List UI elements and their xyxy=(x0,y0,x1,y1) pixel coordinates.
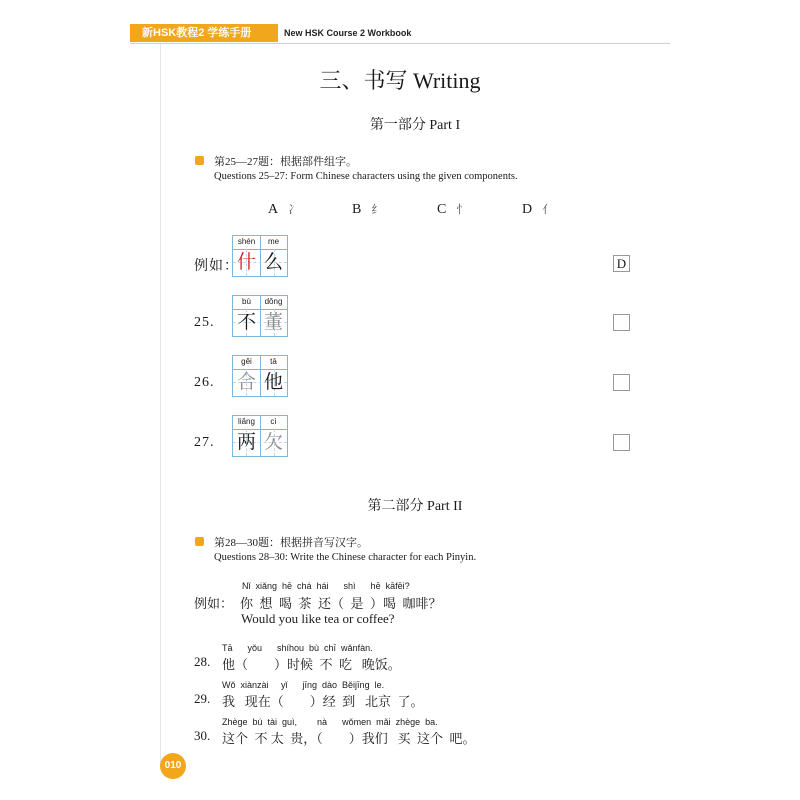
char-grid-26 xyxy=(232,355,288,397)
part2-instruction-en: Questions 28–30: Write the Chinese character for each Pinyin. xyxy=(214,552,477,563)
option-c: C 忄 xyxy=(437,202,468,217)
pinyin: shén xyxy=(237,237,256,246)
part1-instruction-cn: 第25—27题：根据部件组字。 xyxy=(214,156,357,168)
example-label: 例如： xyxy=(194,259,239,274)
example-pinyin: Nǐ xiǎng hē chá hái shì hē kāfēi? xyxy=(242,581,410,591)
char-grid-25 xyxy=(232,295,288,337)
page-number: 010 xyxy=(160,753,186,779)
pinyin: cì xyxy=(270,417,277,426)
answer-box-25[interactable] xyxy=(613,314,630,331)
option-b: B 纟 xyxy=(352,202,383,217)
question-number: 25. xyxy=(194,315,215,330)
example-sentence: 你 想 喝 茶 还（ 是 ）喝 咖啡？ xyxy=(240,596,442,611)
pinyin: me xyxy=(267,237,280,246)
header-rule xyxy=(130,43,670,44)
part2-title: 第二部分 Part II xyxy=(367,499,463,514)
character: 董 xyxy=(263,312,283,333)
character: 什 xyxy=(236,252,256,273)
book-title-cn: 新HSK教程2 学练手册 xyxy=(142,27,252,39)
book-title-en: New HSK Course 2 Workbook xyxy=(284,28,412,38)
answer-box-example: D xyxy=(613,255,630,272)
question-number: 29. xyxy=(194,691,211,706)
char-grid-example xyxy=(232,235,288,277)
pinyin: dǒng xyxy=(264,297,283,306)
question-number: 26. xyxy=(194,375,215,390)
character: 不 xyxy=(236,312,256,333)
q28-pinyin: Tā yǒu shíhou bù chī wǎnfàn. xyxy=(222,643,373,653)
pinyin: liǎng xyxy=(238,417,255,426)
part1-title: 第一部分 Part I xyxy=(369,118,461,133)
character: 合 xyxy=(236,372,256,393)
question-number: 28. xyxy=(194,654,211,669)
answer-box-27[interactable] xyxy=(613,434,630,451)
q30-sentence[interactable]: 这个 不 太 贵，（ ）我们 买 这个 吧。 xyxy=(222,731,476,746)
question-number: 30. xyxy=(194,728,211,743)
margin-rule xyxy=(160,44,161,764)
q29-sentence[interactable]: 我 现在（ ）经 到 北京 了。 xyxy=(222,694,424,709)
character: 两 xyxy=(236,432,256,453)
character: 他 xyxy=(263,372,283,393)
answer-box-26[interactable] xyxy=(613,374,630,391)
bullet-icon xyxy=(195,537,204,546)
pinyin: tā xyxy=(270,357,277,366)
character: 么 xyxy=(263,252,283,273)
pinyin: bù xyxy=(242,297,251,306)
question-number: 27. xyxy=(194,435,215,450)
character: 欠 xyxy=(263,432,283,453)
option-d: D 亻 xyxy=(522,202,554,217)
q28-sentence[interactable]: 他（ ）时候 不 吃 晚饭。 xyxy=(222,657,401,672)
part2-instruction-cn: 第28—30题：根据拼音写汉字。 xyxy=(214,537,368,549)
section-title: 三、书写 Writing xyxy=(319,68,481,93)
example-label: 例如： xyxy=(194,596,234,611)
char-grid-27 xyxy=(232,415,288,457)
part1-instruction-en: Questions 25–27: Form Chinese characters using the given components. xyxy=(214,171,518,182)
example-translation: Would you like tea or coffee? xyxy=(241,611,395,626)
bullet-icon xyxy=(195,156,204,165)
pinyin: gěi xyxy=(241,357,252,366)
q30-pinyin: Zhège bú tài guì, nà wǒmen mǎi zhège ba. xyxy=(222,717,438,727)
q29-pinyin: Wǒ xiànzài yǐ jīng dào Běijīng le. xyxy=(222,680,385,690)
option-a: A 冫 xyxy=(268,202,300,217)
